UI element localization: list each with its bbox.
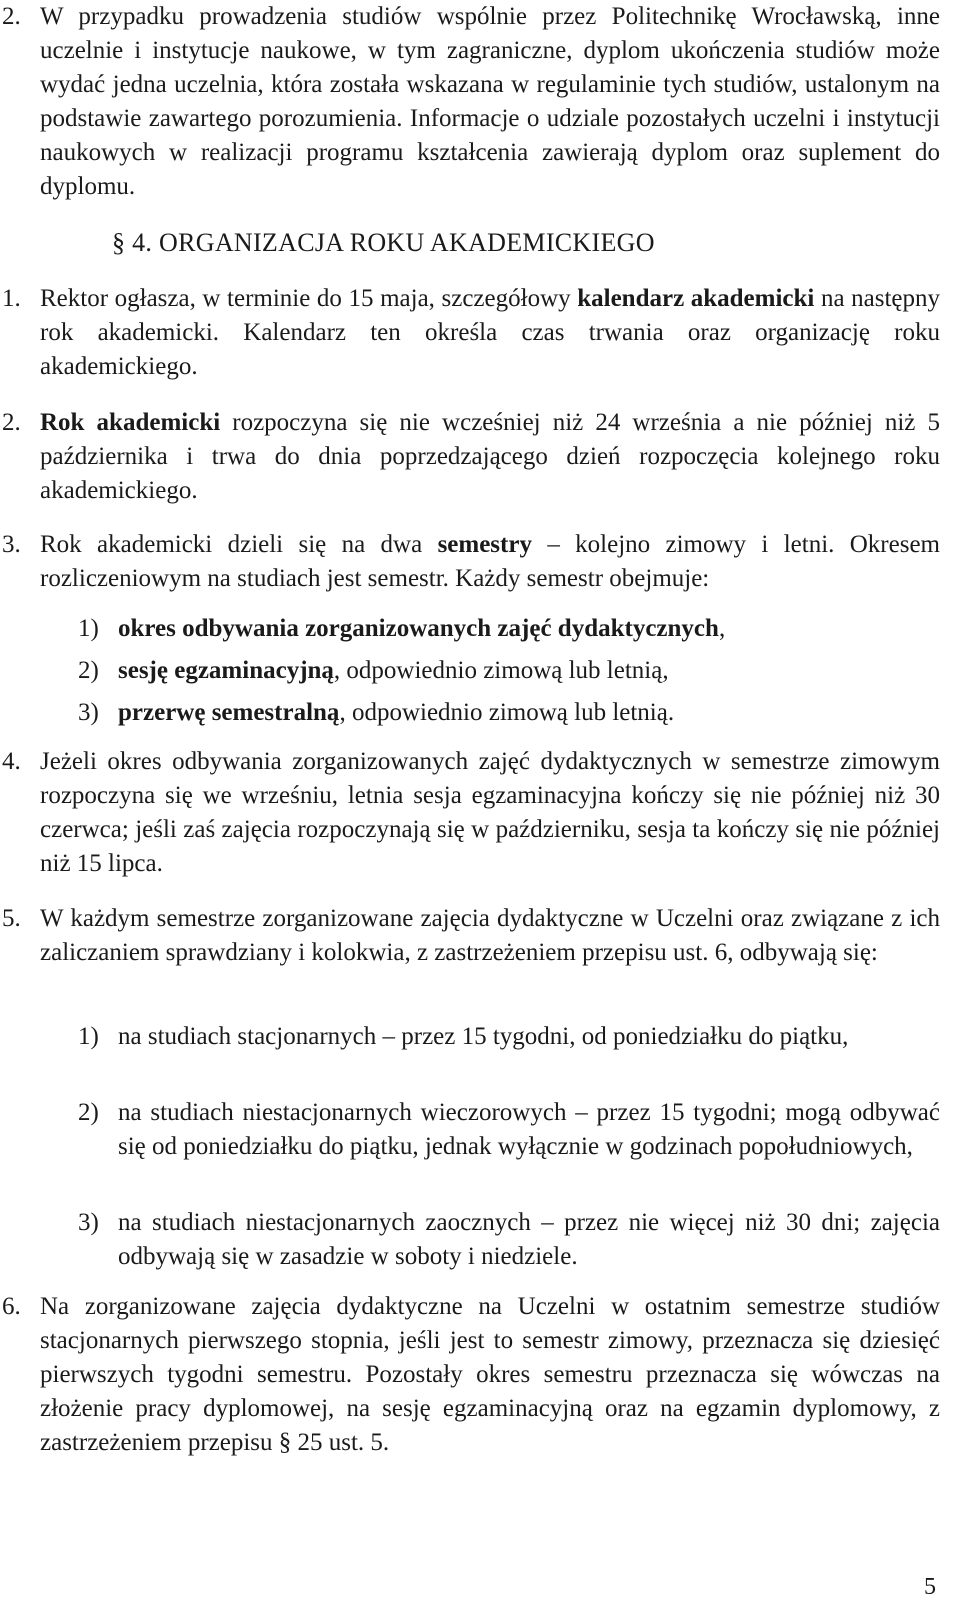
list-item-text: na studiach niestacjonarnych zaocznych – przez nie więcej niż 30 dni; zajęcia odbywają się w zasadzie w soboty i niedziele. [118, 1209, 940, 1270]
list-item-text: na studiach stacjonarnych – przez 15 tygodni, od poniedziałku do piątku, [118, 1023, 849, 1050]
paragraph-text [40, 406, 940, 508]
paragraph-5 [0, 902, 940, 970]
list-item-text [118, 654, 940, 688]
list-item [78, 612, 940, 646]
list-item [78, 696, 940, 730]
text-run: Rektor ogłasza, w terminie do 15 maja, szczegółowy [40, 285, 578, 312]
list-item-text [118, 612, 940, 646]
text-run: , odpowiednio zimową lub letnią, [333, 657, 669, 684]
text-run: , [718, 615, 726, 642]
section-symbol: § [112, 228, 126, 257]
text-run: Rok akademicki dzieli się na dwa [40, 531, 438, 558]
text-run: na następny rok akademicki. Kalendarz ten określa czas trwania oraz organizację roku akademickiego. [40, 285, 941, 380]
list-item-number: 2) [78, 1099, 99, 1126]
paragraph-text: Na zorganizowane zajęcia dydaktyczne na Uczelni w ostatnim semestrze studiów stacjonarnych pierwszego stopnia, jeśli jest to semestr zimowy, przeznacza się dziesięć pierwszych tygodni semestru. Pozostały okres semestru przeznacza się wówczas na złożenie pracy dyplomowej, na sesję egzaminacyjną oraz na egzamin dyplomowy, z zastrzeżeniem przepisu § 25 ust. 5. [40, 1293, 940, 1456]
paragraph-number: 5. [2, 905, 21, 932]
text-run: rozpoczyna się nie wcześniej niż 24 września a nie później niż 5 października i trwa do dnia poprzedzającego dzień rozpoczęcia kolejnego roku akademickiego. [40, 409, 940, 504]
paragraph-text [40, 282, 940, 384]
paragraph-number: 2. [2, 3, 21, 30]
bold-term: semestry [437, 531, 532, 558]
paragraph-1 [0, 282, 940, 384]
paragraph-text [40, 528, 940, 596]
text-run: – kolejno zimowy i letni. Okresem rozliczeniowym na studiach jest semestr. Każdy semestr obejmuje: [40, 531, 940, 592]
paragraph-number: 6. [2, 1293, 21, 1320]
bold-term: okres odbywania zorganizowanych zajęć dydaktycznych [118, 615, 719, 642]
paragraph-number: 2. [2, 409, 21, 436]
list-item-number: 1) [78, 1023, 99, 1050]
list-item-text: na studiach niestacjonarnych wieczorowych – przez 15 tygodni; mogą odbywać się od poniedziałku do piątku, jednak wyłącznie w godzinach popołudniowych, [118, 1099, 940, 1160]
text-run: , odpowiednio zimową lub letnią. [339, 699, 675, 726]
section-heading [112, 226, 655, 260]
list-item [78, 654, 940, 688]
section-title: 4. ORGANIZACJA ROKU AKADEMICKIEGO [132, 228, 655, 257]
paragraph-text: Jeżeli okres odbywania zorganizowanych zajęć dydaktycznych w semestrze zimowym rozpoczyna się we wrześniu, letnia sesja egzaminacyjna kończy się nie później niż 30 czerwca; jeśli zaś zajęcia rozpoczynają się w październiku, sesja ta kończy się nie później niż 15 lipca. [40, 748, 940, 877]
bold-term: kalendarz akademicki [577, 285, 815, 312]
list-item-number: 3) [78, 1209, 99, 1236]
list-item-number: 2) [78, 657, 99, 684]
list-item [78, 1096, 940, 1164]
page-number: 5 [924, 1574, 936, 1600]
intro-paragraph [0, 0, 940, 204]
bold-term: przerwę semestralną [118, 699, 340, 726]
paragraph-4 [0, 745, 940, 881]
paragraph-6 [0, 1290, 940, 1460]
paragraph-2 [0, 406, 940, 508]
list-item [78, 1020, 940, 1054]
paragraph-number: 4. [2, 748, 21, 775]
list-item-number: 1) [78, 615, 99, 642]
bold-term: Rok akademicki [40, 409, 221, 436]
paragraph-number: 1. [2, 285, 21, 312]
list-item-number: 3) [78, 699, 99, 726]
paragraph-text: W przypadku prowadzenia studiów wspólnie przez Politechnikę Wrocławską, inne uczelnie i instytucje naukowe, w tym zagraniczne, dyplom ukończenia studiów może wydać jedna uczelnia, która została wskazana w regulaminie tych studiów, ustalonym na podstawie zawartego porozumienia. Informacje o udziale pozostałych uczelni i instytucji naukowych w realizacji programu kształcenia zawierają dyplom oraz suplement do dyplomu. [40, 3, 940, 200]
paragraph-3 [0, 528, 940, 596]
list-item-text [118, 696, 940, 730]
bold-term: sesję egzaminacyjną [118, 657, 334, 684]
paragraph-text: W każdym semestrze zorganizowane zajęcia dydaktyczne w Uczelni oraz związane z ich zaliczaniem sprawdziany i kolokwia, z zastrzeżeniem przepisu ust. 6, odbywają się: [40, 905, 940, 966]
paragraph-number: 3. [2, 531, 21, 558]
list-item [78, 1206, 940, 1274]
